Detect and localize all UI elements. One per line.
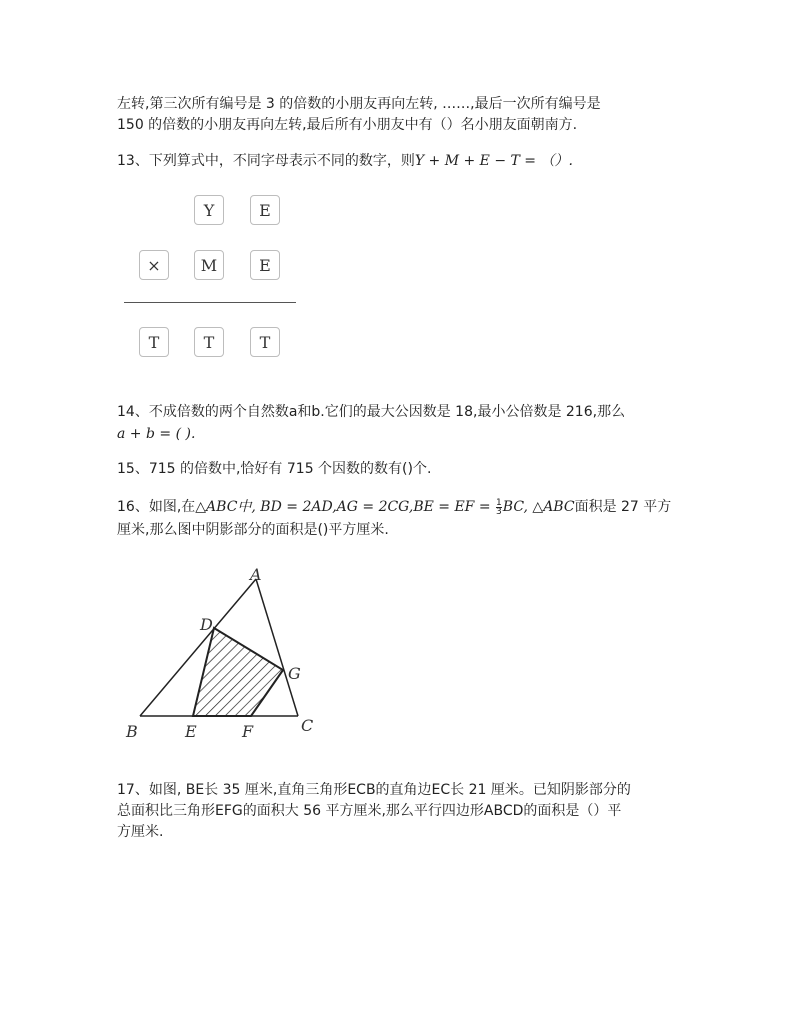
q12-line2: 150 的倍数的小朋友再向左转,最后所有小朋友中有（）名小朋友面朝南方. [117, 117, 578, 133]
label-f: F [242, 722, 254, 741]
q14-line2: a + b = ( ). [117, 426, 196, 442]
q15-text: 15、715 的倍数中,恰好有 715 个因数的数有()个. [117, 461, 432, 477]
q16-pre: 16、如图,在 [117, 499, 196, 515]
label-b: B [126, 722, 138, 741]
q16-frac-den: 3 [496, 506, 502, 517]
label-g: G [288, 664, 301, 683]
q16-post: 面积是 27 平方 [574, 499, 672, 515]
q13-expression: Y + M + E − T = （）. [414, 153, 573, 169]
q17-line3: 方厘米. [117, 824, 164, 840]
q13-text: 13、下列算式中，不同字母表示不同的数字，则 [117, 153, 415, 169]
q13-box-t3: T [250, 327, 280, 357]
shaded-quadrilateral [193, 628, 283, 716]
label-a: A [250, 565, 262, 584]
q13-box-y: Y [194, 195, 224, 225]
label-e: E [185, 722, 197, 741]
q13-box-e: E [250, 195, 280, 225]
q16-line2: 厘米,那么图中阴影部分的面积是()平方厘米. [117, 522, 389, 538]
q16-math2: BC, △ABC [502, 499, 575, 515]
q13-box-e2: E [250, 250, 280, 280]
q17-line2: 总面积比三角形EFG的面积大 56 平方厘米,那么平行四边形ABCD的面积是（）平 [117, 803, 622, 819]
q16-math: △ABC中, BD = 2AD,AG = 2CG,BE = EF = [195, 499, 496, 515]
q13-box-t2: T [194, 327, 224, 357]
label-c: C [301, 716, 314, 735]
q13-box-t1: T [139, 327, 169, 357]
q17-line1: 17、如图, BE长 35 厘米,直角三角形ECB的直角边EC长 21 厘米。已知阴影部分的 [117, 782, 631, 798]
q13-box-times: × [139, 250, 169, 280]
q13-box-m: M [194, 250, 224, 280]
q16-frac-num: 1 [496, 497, 502, 508]
q12-line1: 左转,第三次所有编号是 3 的倍数的小朋友再向左转, ……,最后一次所有编号是 [117, 96, 601, 112]
q14-line1: 14、不成倍数的两个自然数a和b.它们的最大公因数是 18,最小公倍数是 216,那么 [117, 404, 626, 420]
label-d: D [200, 615, 213, 634]
